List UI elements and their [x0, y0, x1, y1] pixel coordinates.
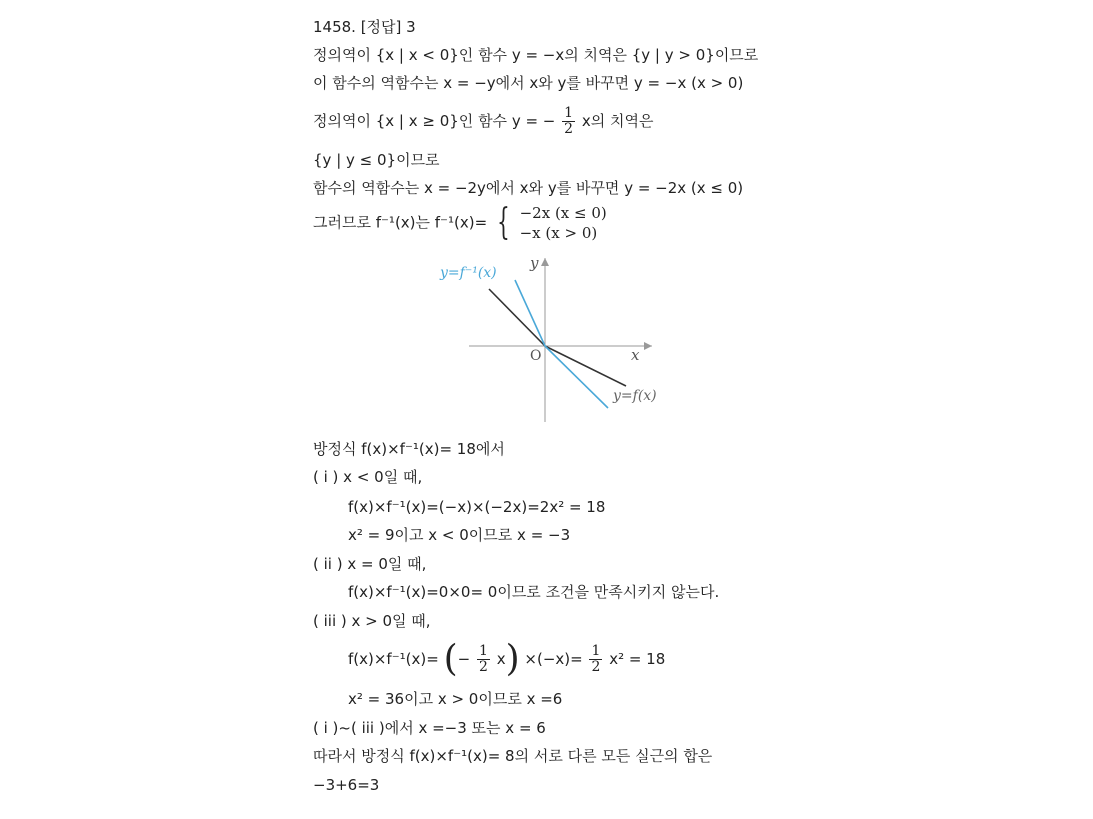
math-line: f(x)×f⁻¹(x)=(−x)×(−2x)=2x² = 18: [348, 498, 606, 516]
case-heading: ( i ) x < 0일 때,: [313, 468, 423, 486]
text-line: 정의역이 {x | x ≥ 0}인 함수 y = − $\frac{1}{2}$ x의 치역은: [313, 105, 654, 137]
case-heading: ( ii ) x = 0일 때,: [313, 555, 427, 573]
text-line: 따라서 방정식 f(x)×f⁻¹(x)= 8의 서로 다른 모든 실근의 합은: [313, 747, 713, 765]
origin-label: O: [530, 348, 542, 364]
fraction-half: $\frac{1}{2}$: [564, 105, 574, 137]
math-line: f(x)×f⁻¹(x)= (− $\frac{1}{2}$ x) ×(−x)= $\frac{1}{2}$ x² = 18: [348, 638, 666, 680]
text-line: ( i )~( iii )에서 x =−3 또는 x = 6: [313, 719, 546, 737]
f-left-segment: [489, 289, 545, 346]
text-line: 이 함수의 역함수는 x = −y에서 x와 y를 바꾸면 y = −x (x > 0): [313, 74, 744, 92]
function-graph: [430, 252, 680, 424]
f-label: y=f(x): [613, 388, 657, 404]
fraction-half: $\frac{1}{2}$: [478, 643, 488, 675]
inverse-right-segment: [545, 346, 608, 408]
f-right-segment: [545, 346, 626, 386]
y-axis-label: y: [530, 254, 539, 272]
text-line: 정의역이 {x | x < 0}인 함수 y = −x의 치역은 {y | y > 0}이므로: [313, 46, 759, 64]
text-line: 방정식 f(x)×f⁻¹(x)= 18에서: [313, 440, 505, 458]
piecewise-definition: 그러므로 f⁻¹(x)는 f⁻¹(x)= { −2x (x ≤ 0) −x (x > 0): [313, 202, 607, 243]
cases: −2x (x ≤ 0) −x (x > 0): [519, 204, 607, 242]
open-paren: (: [443, 638, 458, 680]
case-heading: ( iii ) x > 0일 때,: [313, 612, 431, 630]
math-line: x² = 9이고 x < 0이므로 x = −3: [348, 526, 571, 544]
answer-header: 1458. [정답] 3: [313, 18, 416, 36]
math-line: x² = 36이고 x > 0이므로 x =6: [348, 690, 563, 708]
text-line: 함수의 역함수는 x = −2y에서 x와 y를 바꾸면 y = −2x (x ≤ 0): [313, 179, 744, 197]
inverse-label: y=f⁻¹(x): [440, 265, 497, 281]
fraction-half: $\frac{1}{2}$: [591, 643, 601, 675]
math-line: f(x)×f⁻¹(x)=0×0= 0이므로 조건을 만족시키지 않는다.: [348, 583, 720, 601]
text-line: {y | y ≤ 0}이므로: [313, 151, 440, 169]
x-axis-label: x: [631, 346, 640, 364]
left-brace: {: [497, 202, 510, 243]
close-paren: ): [505, 638, 520, 680]
inverse-left-segment: [515, 280, 545, 346]
x-axis-arrow-icon: [644, 342, 652, 350]
y-axis-arrow-icon: [541, 258, 549, 266]
final-answer: −3+6=3: [313, 776, 380, 794]
